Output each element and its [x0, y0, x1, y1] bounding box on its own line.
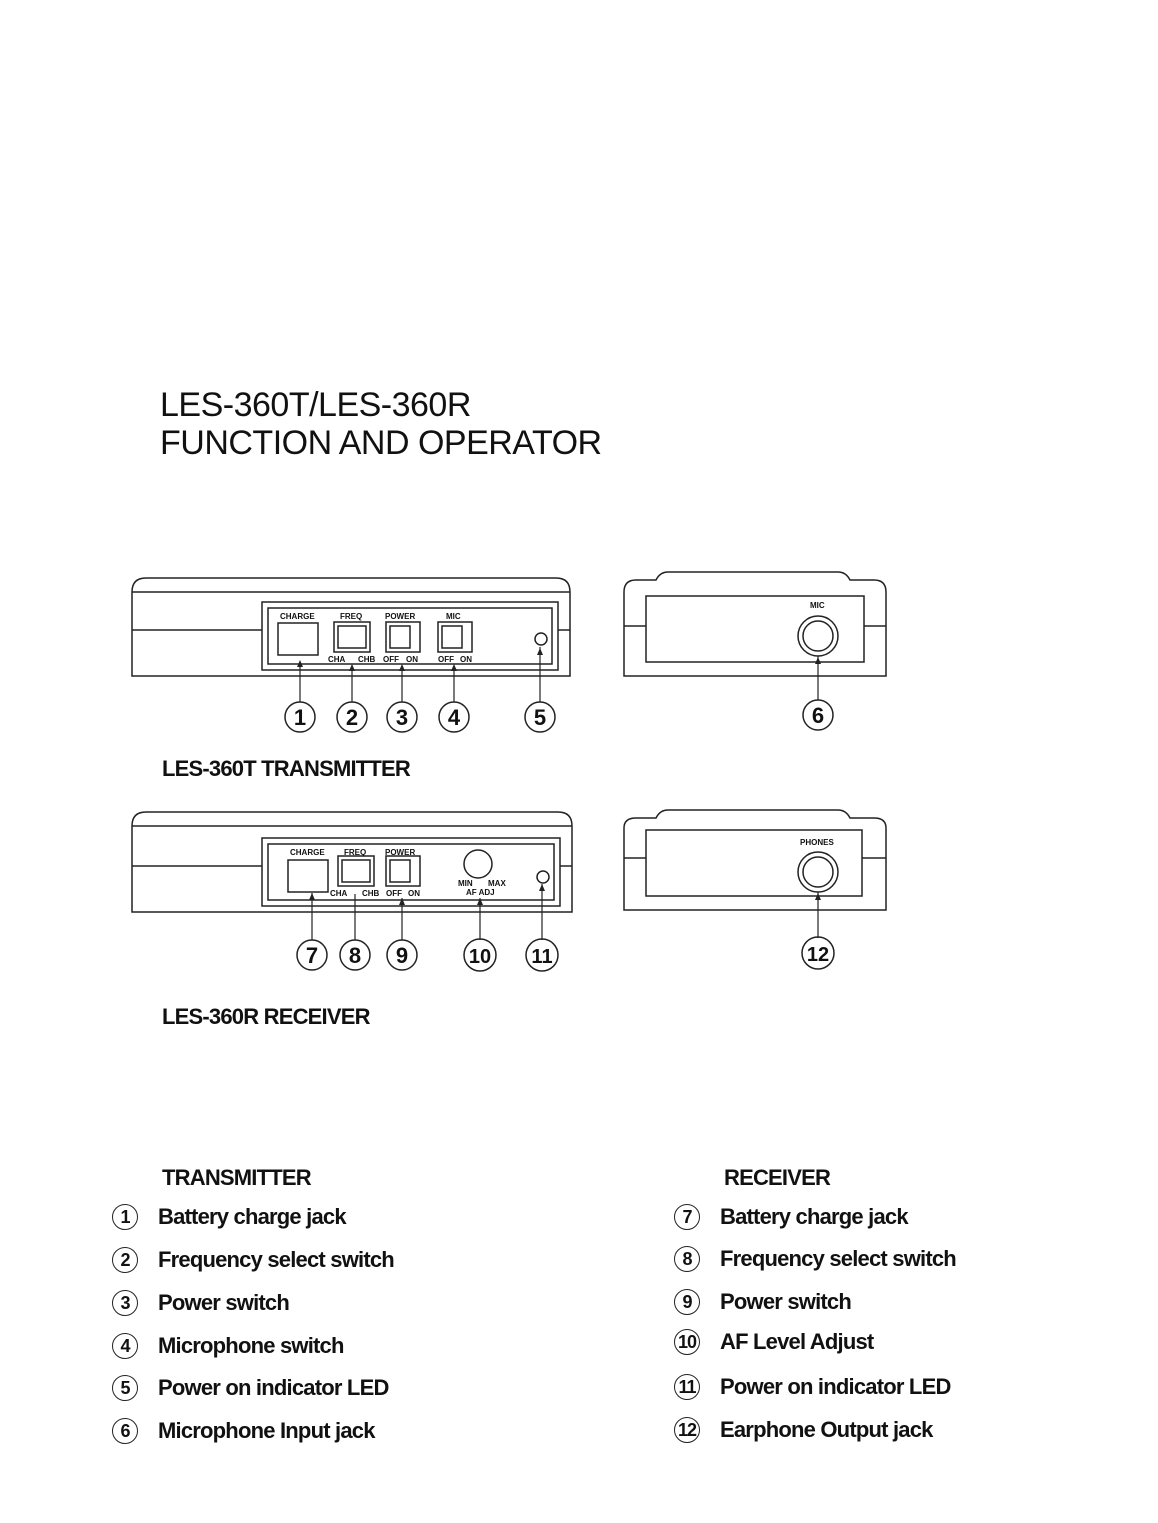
- legend-text-2: Frequency select switch: [158, 1247, 394, 1272]
- receiver-af-knob: [464, 850, 492, 878]
- legend-text-10: AF Level Adjust: [720, 1329, 874, 1354]
- receiver-front-view: [132, 812, 572, 912]
- legend-num-2: 2: [112, 1247, 138, 1273]
- legend-num-8: 8: [674, 1246, 700, 1272]
- legend-item-3: [112, 1288, 289, 1318]
- transmitter-front-view: [132, 578, 570, 676]
- document-title-line1: LES-360T/LES-360R: [160, 386, 471, 424]
- receiver-phones-jack: [798, 852, 838, 892]
- arrow-3: [399, 664, 405, 671]
- tx-label-freq: FREQ: [340, 612, 363, 621]
- transmitter-mic-switch-inner: [442, 626, 462, 648]
- legend-num-9: 9: [674, 1289, 700, 1315]
- arrow-2: [349, 664, 355, 671]
- transmitter-charge-jack: [278, 623, 318, 655]
- receiver-power-switch-inner: [390, 860, 410, 882]
- legend-item-1: [112, 1202, 346, 1232]
- receiver-caption: LES-360R RECEIVER: [162, 1004, 370, 1029]
- rx-label-min: MIN: [458, 879, 473, 888]
- callout-2: 2: [345, 705, 359, 730]
- tx-label-chb: CHB: [358, 655, 376, 664]
- transmitter-caption: LES-360T TRANSMITTER: [162, 756, 411, 781]
- receiver-side-body: [624, 810, 886, 910]
- callout-9: 9: [395, 943, 409, 968]
- legend-text-12: Earphone Output jack: [720, 1417, 933, 1442]
- callout-4: 4: [447, 705, 461, 730]
- legend-text-9: Power switch: [720, 1289, 851, 1314]
- transmitter-callouts: [285, 700, 833, 732]
- legend-item-7: [674, 1202, 908, 1232]
- legend-text-3: Power switch: [158, 1290, 289, 1315]
- callout-3: 3: [395, 705, 409, 730]
- receiver-led: [537, 871, 549, 883]
- arrow-7: [309, 893, 315, 900]
- tx-label-power: POWER: [385, 612, 416, 621]
- legend-transmitter-heading: TRANSMITTER: [162, 1165, 311, 1190]
- receiver-phones-jack-inner: [803, 857, 833, 887]
- legend-item-10: [674, 1327, 873, 1357]
- transmitter-leader-lines: [300, 647, 818, 702]
- legend-text-1: Battery charge jack: [158, 1204, 346, 1229]
- callout-8: 8: [348, 943, 362, 968]
- arrow-11: [539, 884, 545, 891]
- tx-side-label-mic: MIC: [810, 601, 825, 610]
- legend-num-3: 3: [112, 1290, 138, 1316]
- legend-num-1: 1: [112, 1204, 138, 1230]
- legend-num-11: 11: [674, 1374, 700, 1400]
- receiver-callouts: [297, 937, 834, 971]
- receiver-side-view: [624, 810, 886, 910]
- rx-label-on: ON: [408, 889, 420, 898]
- legend-num-5: 5: [112, 1375, 138, 1401]
- callout-1: 1: [293, 705, 307, 730]
- legend-item-11: [674, 1372, 951, 1402]
- receiver-panel-labels: [290, 848, 506, 898]
- legend-item-8: [674, 1244, 956, 1274]
- callout-12: 12: [806, 944, 830, 966]
- legend-num-12: 12: [674, 1417, 700, 1443]
- legend-num-10: 10: [674, 1329, 700, 1355]
- rx-label-freq: FREQ: [344, 848, 367, 857]
- legend-item-12: [674, 1415, 933, 1445]
- rx-label-max: MAX: [488, 879, 506, 888]
- arrow-9: [399, 898, 405, 905]
- legend-text-4: Microphone switch: [158, 1333, 344, 1358]
- callout-5: 5: [533, 705, 547, 730]
- callout-6: 6: [811, 703, 825, 728]
- transmitter-side-body: [624, 572, 886, 676]
- legend-text-7: Battery charge jack: [720, 1204, 908, 1229]
- receiver-freq-switch-inner: [342, 860, 370, 882]
- rx-label-cha: CHA: [330, 889, 348, 898]
- callout-11: 11: [531, 946, 553, 968]
- callout-7: 7: [305, 943, 319, 968]
- legend-text-8: Frequency select switch: [720, 1246, 956, 1271]
- arrow-4: [451, 664, 457, 671]
- tx-label-off1: OFF: [383, 655, 399, 664]
- rx-label-power: POWER: [385, 848, 416, 857]
- callout-10: 10: [468, 946, 492, 968]
- transmitter-mic-jack-inner: [803, 621, 833, 651]
- tx-label-cha: CHA: [328, 655, 346, 664]
- transmitter-mic-jack: [798, 616, 838, 656]
- legend-receiver-heading: RECEIVER: [724, 1165, 831, 1190]
- legend-text-11: Power on indicator LED: [720, 1374, 951, 1399]
- rx-label-af-adj: AF ADJ: [466, 888, 495, 897]
- rx-label-chb: CHB: [362, 889, 380, 898]
- legend-num-4: 4: [112, 1333, 138, 1359]
- transmitter-led: [535, 633, 547, 645]
- tx-label-on2: ON: [460, 655, 472, 664]
- tx-label-off2: OFF: [438, 655, 454, 664]
- legend-item-4: [112, 1331, 344, 1361]
- receiver-charge-jack: [288, 860, 328, 892]
- tx-label-on1: ON: [406, 655, 418, 664]
- transmitter-side-view: [624, 572, 886, 676]
- legend-text-5: Power on indicator LED: [158, 1375, 389, 1400]
- legend-item-6: [112, 1416, 375, 1446]
- transmitter-power-switch-inner: [390, 626, 410, 648]
- receiver-body: [132, 812, 572, 912]
- legend-item-9: [674, 1287, 851, 1317]
- legend-num-6: 6: [112, 1418, 138, 1444]
- arrow-10: [477, 898, 483, 905]
- transmitter-panel-labels: [280, 612, 472, 664]
- legend-item-5: [112, 1373, 389, 1403]
- legend-num-7: 7: [674, 1204, 700, 1230]
- legend-item-2: [112, 1245, 394, 1275]
- transmitter-freq-switch-inner: [338, 626, 366, 648]
- rx-label-off: OFF: [386, 889, 402, 898]
- tx-label-mic: MIC: [446, 612, 461, 621]
- rx-label-charge: CHARGE: [290, 848, 325, 857]
- document-title-line2: FUNCTION AND OPERATOR: [160, 424, 602, 462]
- arrow-6: [815, 657, 821, 664]
- rx-side-label-phones: PHONES: [800, 838, 834, 847]
- transmitter-leader-arrows: [297, 648, 821, 671]
- legend-text-6: Microphone Input jack: [158, 1418, 375, 1443]
- arrow-5: [537, 648, 543, 655]
- tx-label-charge: CHARGE: [280, 612, 315, 621]
